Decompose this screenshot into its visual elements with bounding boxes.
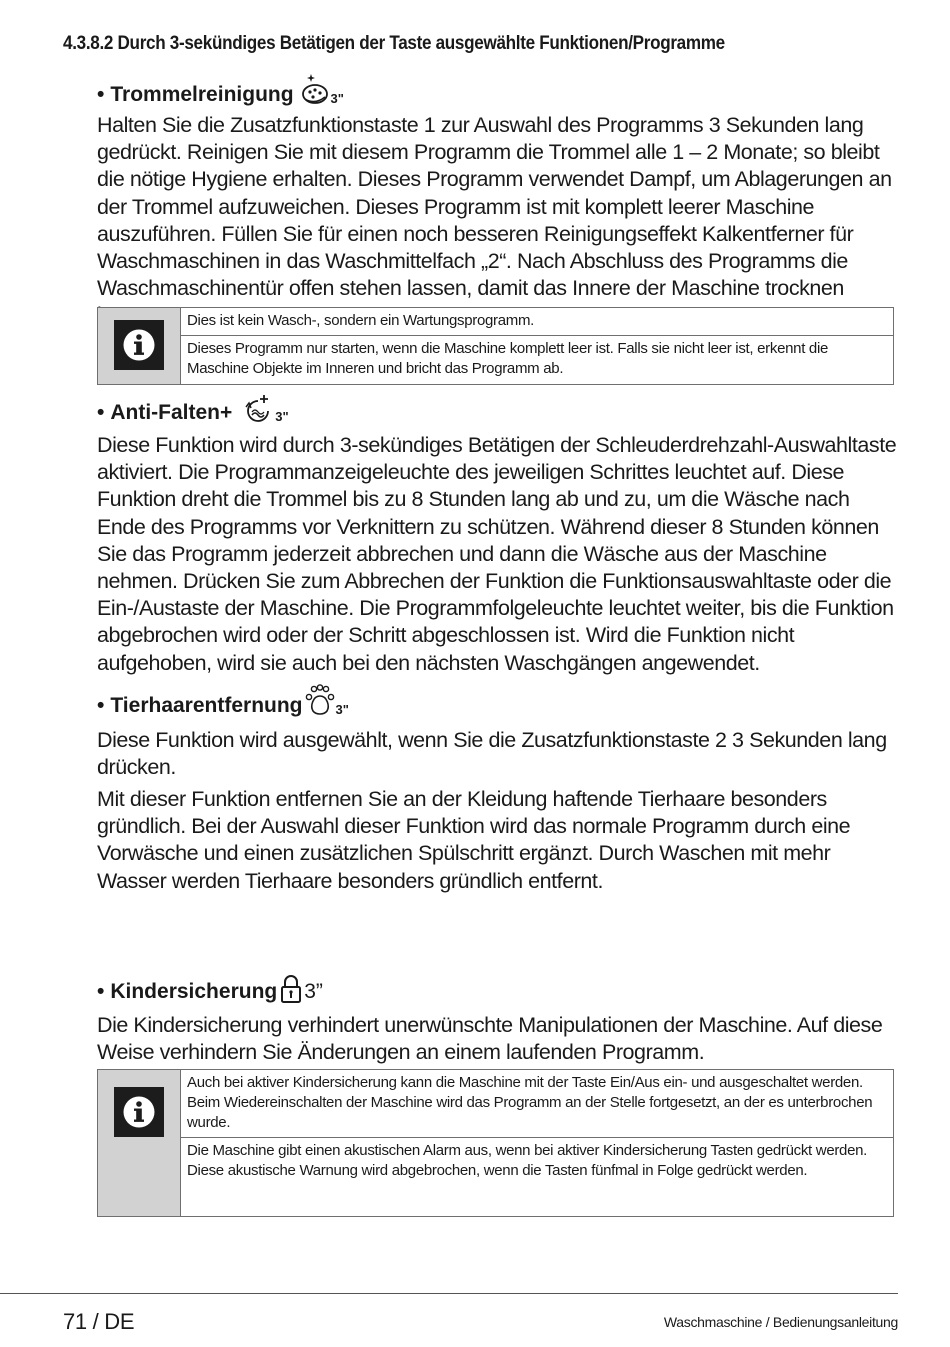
note-row: Die Maschine gibt einen akustischen Alarm aus, wenn bei aktiver Kindersicherung Tasten gedrückt werden. Diese akustische Warnung wird abgebrochen, wenn die Tasten fünfmal in Folge gedrückt werden. bbox=[181, 1137, 893, 1185]
duration-label: 3" bbox=[275, 409, 289, 424]
duration-label: 3" bbox=[330, 91, 344, 106]
paragraph: Mit dieser Funktion entfernen Sie an der Kleidung haftende Tierhaare besonders gründlich. Bei der Auswahl dieser Funktion wird das normale Programm durch eine Vorwäsche und einen zusätzlichen Spülschritt ergänzt. Durch Waschen mit mehr Wasser werden Tierhaare besonders gründlich entfernt. bbox=[97, 787, 851, 893]
document-title: Waschmaschine / Bedienungsanleitung bbox=[663, 1314, 898, 1330]
note-row: Auch bei aktiver Kindersicherung kann die Maschine mit der Taste Ein/Aus ein- und ausgeschaltet werden. Beim Wiedereinschalten der Maschine wird das Programm an der Stelle fortgesetzt, an der es unterbrochen wurde. bbox=[187, 1074, 873, 1131]
bullet: • bbox=[97, 980, 105, 1003]
duration-label: 3” bbox=[304, 980, 323, 1003]
footer-divider bbox=[0, 1293, 898, 1294]
paragraph: Die Kindersicherung verhindert unerwünschte Manipulationen der Maschine. Auf diese Weise verhindern Sie Änderungen an einem laufenden Programm. bbox=[97, 1013, 883, 1065]
note-row: Dies ist kein Wasch-, sondern ein Wartungsprogramm. bbox=[187, 312, 535, 329]
section-title-anti-falten bbox=[97, 393, 289, 425]
info-icon bbox=[114, 320, 164, 370]
section-title-kindersicherung bbox=[97, 974, 323, 1004]
note-row: Dieses Programm nur starten, wenn die Maschine komplett leer ist. Falls sie nicht leer ist, erkennt die Maschine Objekte im Inneren und bricht das Programm ab. bbox=[181, 335, 893, 383]
drum-cleaning-icon bbox=[300, 73, 330, 107]
page-number: 71 / DE bbox=[63, 1309, 135, 1334]
section-title-tierhaarentfernung bbox=[97, 684, 349, 718]
section-title-text: Anti-Falten+ bbox=[110, 401, 233, 424]
info-note bbox=[97, 307, 894, 385]
section-title-text: Tierhaarentfernung bbox=[110, 694, 303, 717]
bullet: • bbox=[97, 83, 105, 106]
paragraph: Diese Funktion wird ausgewählt, wenn Sie die Zusatzfunktionstaste 2 3 Sekunden lang drücken. bbox=[97, 728, 887, 780]
section-title-text: Kindersicherung bbox=[110, 980, 278, 1003]
paragraph: Halten Sie die Zusatzfunktionstaste 1 zur Auswahl des Programms 3 Sekunden lang gedrückt. Reinigen Sie mit diesem Programm die Trommel alle 1 – 2 Monate; so bleibt die nötige Hygiene erhalten. Dieses Programm verwendet Dampf, um Ablagerungen an der Trommel aufzuweichen. Dieses Programm ist mit komplett leerer Maschine auszuführen. Füllen Sie für einen noch besseren Reinigungseffekt Kalkentferner für Waschmaschinen in das Waschmittelfach „2“. Nach Abschluss des Programms die Waschmaschinentür offen stehen lassen, damit das Innere der Maschine trocknen bbox=[97, 113, 892, 301]
section-title-text: Trommelreinigung bbox=[110, 83, 294, 106]
duration-label: 3" bbox=[335, 702, 349, 717]
section-heading: 4.3.8.2 Durch 3-sekündiges Betätigen der Taste ausgewählte Funktionen/Programme bbox=[63, 33, 725, 54]
bullet: • bbox=[97, 401, 105, 424]
anti-crease-icon bbox=[242, 393, 274, 425]
bullet: • bbox=[97, 694, 105, 717]
info-note bbox=[97, 1069, 894, 1217]
info-icon bbox=[114, 1087, 164, 1137]
paw-icon bbox=[305, 684, 335, 718]
paragraph: Diese Funktion wird durch 3-sekündiges Betätigen der Schleuderdrehzahl-Auswahltaste aktiviert. Die Programmanzeigeleuchte des jeweiligen Schrittes leuchtet auf. Diese Funktion dreht die Trommel bis zu 8 Stunden lang ab und zu, um die Wäsche nach Ende des Programms vor Verknittern zu schützen. Während dieser 8 Stunden können Sie das Programm jederzeit abbrechen und dann die Wäsche aus der Maschine nehmen. Drücken Sie zum Abbrechen der Funktion die Funktionsauswahltaste oder die Ein-/Austaste der Maschine. Die Programmfolgeleuchte leuchtet weiter, bis die Funktion abgebrochen wird oder der Schritt abgeschlossen ist. Wird die Funktion nicht aufgehoben, wird sie auch bei den nächsten Waschgängen angewendet. bbox=[97, 433, 897, 675]
section-title-trommelreinigung bbox=[97, 73, 344, 107]
child-lock-icon bbox=[280, 974, 302, 1004]
